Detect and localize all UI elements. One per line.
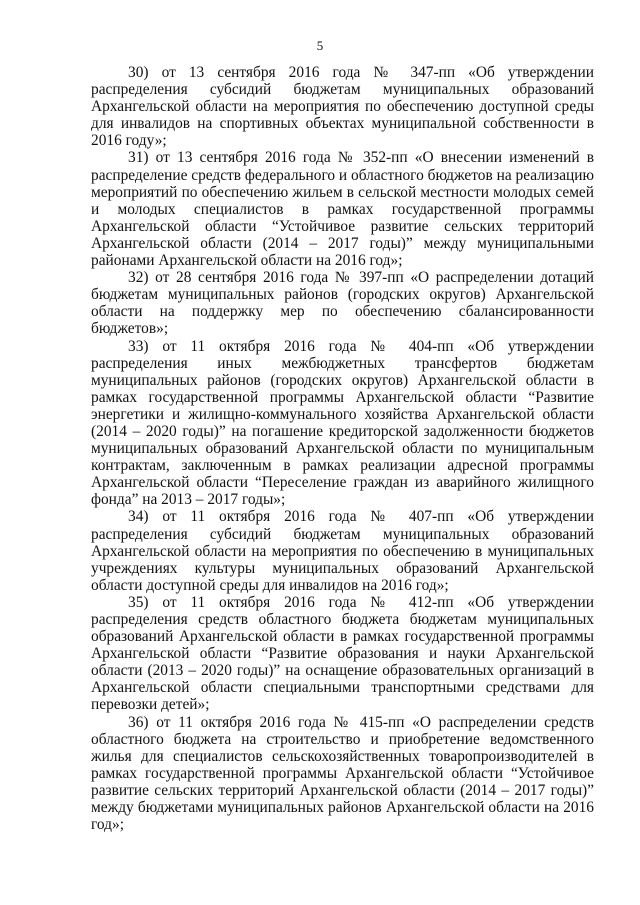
page-number: 5 [316, 38, 324, 53]
list-item-34: 34) от 11 октября 2016 года № 407-пп «Об утверждении распределения субсидий бюджетам муниципальных образований Архангельской области на мероприятия по обеспечению в муниципальных учреждениях культуры муниципальных образований Архангельской области доступной среды для инвалидов на 2016 год»; [91, 508, 594, 594]
list-item-32: 32) от 28 сентября 2016 года № 397-пп «О распределении дотаций бюджетам муниципальных районов (городских округов) Архангельской области на поддержку мер по обеспечению сбалансированности бюджетов»; [91, 269, 594, 338]
list-item-30: 30) от 13 сентября 2016 года № 347-пп «Об утверждении распределения субсидий бюджетам муниципальных образований Архангельской области на мероприятия по обеспечению доступной среды для инвалидов на спортивных объектах муниципальной собственности в 2016 году»; [91, 64, 594, 150]
list-item-33: 33) от 11 октября 2016 года № 404-пп «Об утверждении распределения иных межбюджетных трансфертов бюджетам муниципальных районов (городских округов) Архангельской области в рамках государственной программы Архангельской области “Развитие энергетики и жилищно-коммунального хозяйства Архангельской области (2014 – 2020 годы)” на погашение кредиторской задолженности бюджетов муниципальных образований Архангельской области по муниципальным контрактам, заключенным в рамках реализации адресной программы Архангельской области “Переселение граждан из аварийного жилищного фонда” на 2013 – 2017 годы»; [91, 337, 594, 509]
list-item-36: 36) от 11 октября 2016 года № 415-пп «О распределении средств областного бюджета на строительство и приобретение ведомственного жилья для специалистов сельскохозяйственных товаропроизводителей в рамках государственной программы Архангельской области “Устойчивое развитие сельских территорий Архангельской области (2014 – 2017 годы)” между бюджетами муниципальных районов Архангельской области на 2016 год»; [91, 713, 594, 834]
list-item-35: 35) от 11 октября 2016 года № 412-пп «Об утверждении распределения средств областного бюджета бюджетам муниципальных образований Архангельской области в рамках государственной программы Архангельской области “Развитие образования и науки Архангельской области (2013 – 2020 годы)” на оснащение образовательных организаций в Архангельской области специальными транспортными средствами для перевозки детей»; [91, 593, 594, 714]
document-body [91, 64, 594, 833]
list-item-31: 31) от 13 сентября 2016 года № 352-пп «О внесении изменений в распределение средств федерального и областного бюджетов на реализацию мероприятий по обеспечению жильем в сельской местности молодых семей и молодых специалистов в рамках государственной программы Архангельской области “Устойчивое развитие сельских территорий Архангельской области (2014 – 2017 годы)” между муниципальными районами Архангельской области на 2016 год»; [91, 149, 594, 270]
